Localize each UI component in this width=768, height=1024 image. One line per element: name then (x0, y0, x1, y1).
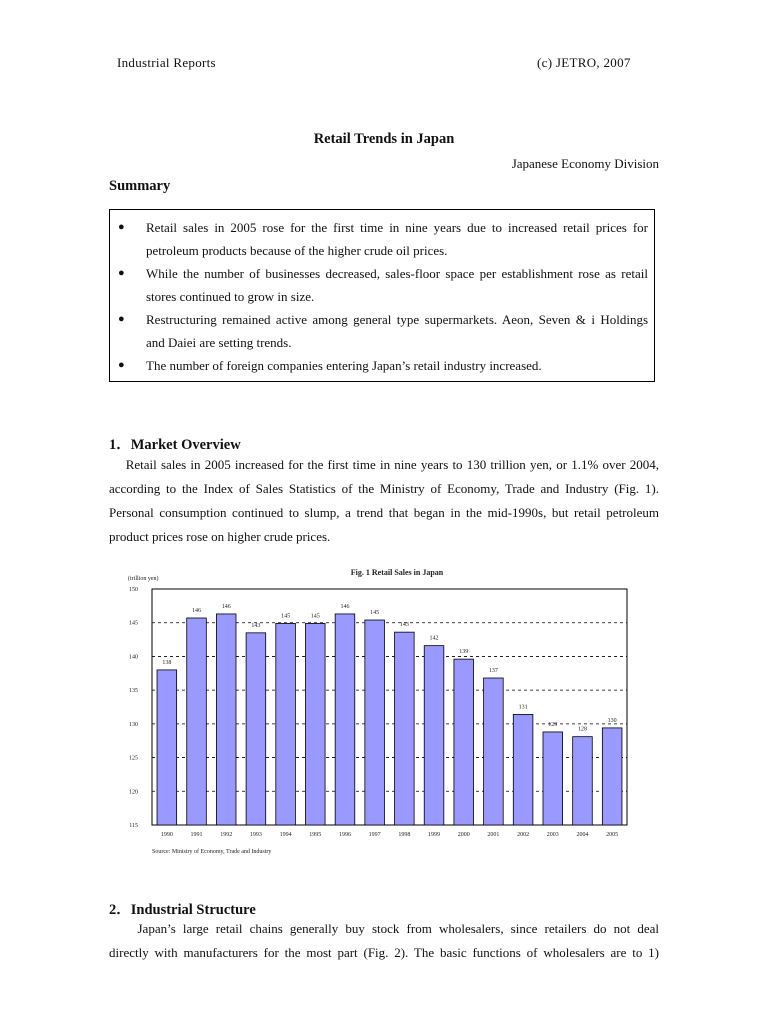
paragraph-industrial-structure (109, 917, 659, 965)
data-label: 138 (162, 659, 172, 666)
paragraph-line: Japan’s large retail chains generally buy stock from wholesalers, since retailers do not deal (109, 921, 659, 936)
paragraph-market-overview (109, 453, 659, 549)
data-label: 143 (251, 622, 261, 629)
bar (276, 623, 296, 825)
x-tick-label: 1992 (220, 832, 233, 838)
x-tick-label: 2004 (576, 832, 589, 838)
x-tick-label: 1990 (160, 832, 173, 838)
y-tick-label: 115 (129, 823, 138, 829)
data-label: 142 (429, 635, 439, 642)
x-tick-label: 2002 (517, 832, 530, 838)
y-tick-label: 130 (129, 721, 138, 728)
document-title: Retail Trends in Japan (313, 131, 455, 147)
y-tick-label: 145 (129, 620, 138, 627)
x-tick-label: 1998 (398, 832, 411, 838)
data-label: 130 (607, 717, 617, 724)
division-label: Japanese Economy Division (511, 156, 659, 171)
bar (335, 614, 355, 825)
x-tick-label: 1997 (368, 832, 381, 838)
retail-sales-chart (110, 560, 650, 860)
bullet-icon: ● (118, 313, 125, 325)
data-label: 143 (399, 622, 409, 629)
summary-line: Retail sales in 2005 rose for the first time in nine years due to increased retail prices for (146, 220, 648, 235)
section-heading-market-overview: 1．Market Overview (109, 437, 241, 453)
summary-line: Restructuring remained active among general type supermarkets. Aeon, Seven & i Holdings (146, 312, 648, 327)
y-axis-label: (trillion yen) (128, 576, 159, 582)
chart-source: Source: Ministry of Economy, Trade and Industry (152, 849, 272, 855)
paragraph-line: product prices rose on higher crude prices. (109, 529, 331, 544)
data-label: 131 (518, 704, 528, 711)
bar (424, 646, 444, 825)
x-tick-label: 1993 (249, 832, 262, 838)
data-label: 146 (340, 603, 350, 610)
bullet-icon: ● (118, 267, 125, 279)
bar (305, 623, 325, 825)
bar (157, 670, 177, 825)
data-label: 146 (192, 607, 202, 614)
x-tick-label: 2003 (546, 832, 559, 838)
header-right: (c) JETRO, 2007 (537, 55, 631, 70)
paragraph-line: directly with manufacturers for the most part (Fig. 2). The basic functions of wholesalers are to 1) (109, 945, 659, 960)
x-axis-ticks (161, 832, 618, 838)
summary-line: petroleum products because of the higher crude oil prices. (146, 243, 448, 258)
summary-line: While the number of businesses decreased, sales-floor space per establishment rose as retail (146, 266, 648, 281)
bar (602, 728, 622, 825)
data-label: 145 (281, 613, 291, 620)
x-tick-label: 1999 (428, 832, 441, 838)
section-heading-industrial-structure: 2．Industrial Structure (109, 902, 256, 918)
y-tick-label: 140 (129, 654, 138, 661)
bar (216, 614, 236, 825)
bar (246, 633, 266, 825)
data-label: 129 (548, 721, 558, 728)
bullet-icon: ● (118, 359, 125, 371)
x-tick-label: 2001 (487, 832, 500, 838)
summary-line: The number of foreign companies entering Japan’s retail industry increased. (146, 358, 542, 373)
bullet-icon: ● (118, 221, 125, 233)
bar (484, 678, 504, 825)
data-label: 145 (370, 610, 380, 617)
summary-line: stores continued to grow in size. (146, 289, 315, 304)
data-label: 146 (221, 603, 231, 610)
y-tick-label: 125 (129, 755, 138, 762)
bar (573, 737, 593, 825)
header-left: Industrial Reports (117, 55, 216, 70)
paragraph-line: Personal consumption continued to slump, a trend that began in the mid-1990s, but retail petroleum (109, 505, 659, 520)
x-tick-label: 2000 (457, 832, 470, 838)
data-label: 145 (310, 613, 320, 620)
y-axis-ticks (129, 587, 138, 829)
paragraph-line: Retail sales in 2005 increased for the first time in nine years to 130 trillion yen, or 1.1% over 2004, (109, 457, 660, 472)
bar (365, 620, 385, 825)
y-tick-label: 120 (129, 789, 138, 796)
x-tick-label: 1991 (190, 832, 203, 838)
summary-box (109, 209, 655, 382)
x-tick-label: 1996 (338, 832, 351, 838)
chart-title: Fig. 1 Retail Sales in Japan (350, 568, 444, 577)
summary-line: and Daiei are setting trends. (146, 335, 292, 350)
summary-heading: Summary (109, 178, 171, 194)
data-label: 137 (488, 668, 498, 675)
bar (513, 714, 533, 825)
x-tick-label: 1995 (309, 832, 322, 838)
bar (187, 618, 207, 825)
bar (543, 732, 563, 825)
y-tick-label: 135 (129, 688, 138, 695)
bar (454, 659, 474, 825)
data-label: 139 (459, 649, 469, 656)
x-tick-label: 1994 (279, 832, 292, 838)
data-label: 128 (577, 726, 587, 733)
y-tick-label: 150 (129, 587, 138, 593)
paragraph-line: according to the Index of Sales Statistics of the Ministry of Economy, Trade and Industry (Fig. 1). (109, 481, 659, 496)
bar (395, 632, 415, 825)
x-tick-label: 2005 (606, 832, 619, 838)
bars (157, 614, 622, 825)
